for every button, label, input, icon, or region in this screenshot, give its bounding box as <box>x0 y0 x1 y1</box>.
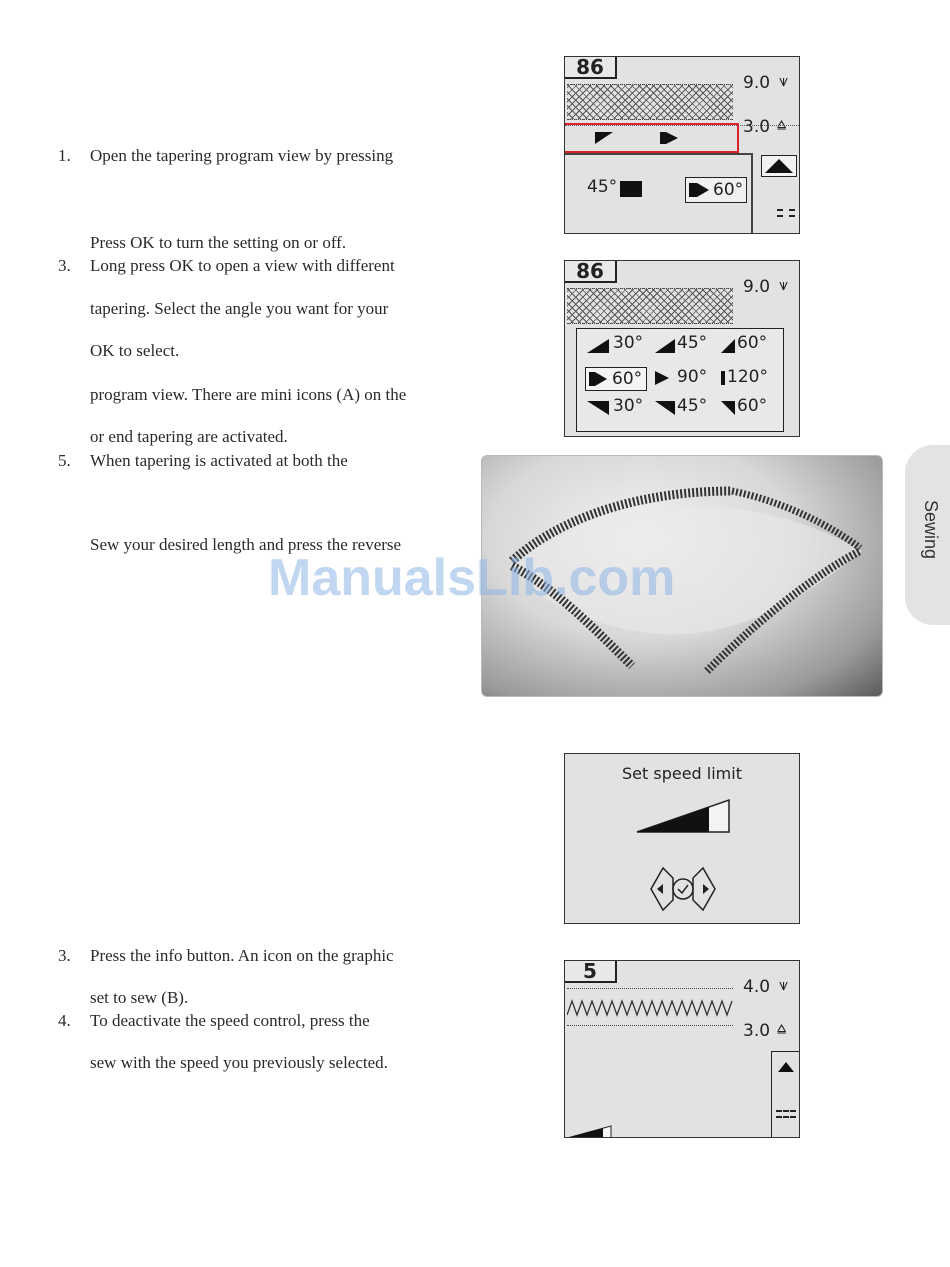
end-angle-selector <box>685 177 747 203</box>
angle-120-icon[interactable] <box>721 371 725 385</box>
angle-60-end-icon[interactable] <box>721 401 735 415</box>
angle-option[interactable]: 90° <box>677 367 708 387</box>
program-number: 5 <box>565 961 617 983</box>
side-panel <box>771 1051 800 1138</box>
speed-active-screen <box>564 960 800 1138</box>
end-angle-value: 60° <box>713 180 744 200</box>
stitch-preview <box>567 288 733 324</box>
angle-option[interactable]: 30° <box>613 333 644 353</box>
highlight-box <box>564 123 739 153</box>
angle-option[interactable]: 45° <box>677 333 708 353</box>
angle-45-start-icon[interactable] <box>655 339 675 353</box>
step-number: 3. <box>58 256 71 275</box>
program-number: 86 <box>565 57 617 79</box>
length-icon: ⩠ <box>777 1019 787 1037</box>
zigzag-stitch-preview <box>567 988 733 1026</box>
chapter-tab-label: Sewing <box>921 500 941 560</box>
width-icon: ⩛ <box>779 71 789 90</box>
step-text: sew with the speed you previously selected. <box>90 1053 388 1072</box>
angle-option[interactable]: 45° <box>677 396 708 416</box>
start-angle-value: 45° <box>587 177 618 197</box>
step-text: Open the tapering program view by pressing <box>90 146 394 165</box>
selected-angle-option[interactable] <box>585 367 647 391</box>
length-icon: ⩠ <box>777 115 787 133</box>
angle-30-start-icon[interactable] <box>587 339 609 353</box>
angle-90-icon[interactable] <box>655 371 669 385</box>
step-number: 1. <box>58 146 71 165</box>
step-text: Press OK to turn the setting on or off. <box>90 233 347 252</box>
step-text: OK to select. <box>90 341 180 360</box>
step-number: 5. <box>58 451 71 470</box>
step-number: 3. <box>58 946 71 965</box>
speed-level-icon <box>635 798 731 834</box>
stitch-preview <box>567 84 733 120</box>
step-text: Long press OK to open a view with different <box>90 256 395 275</box>
stitch-length-value: 3.0 <box>743 1021 771 1041</box>
program-number: 86 <box>565 261 617 283</box>
step-text: To deactivate the speed control, press the <box>90 1011 370 1030</box>
step-text: or end tapering are activated. <box>90 427 288 446</box>
angle-60-start-icon[interactable] <box>721 339 735 353</box>
step-number: 4. <box>58 1011 71 1030</box>
speed-limit-mini-icon <box>567 1125 613 1138</box>
stitch-width-value: 9.0 <box>743 73 771 93</box>
speed-limit-screen <box>564 753 800 924</box>
step-text: Press the info button. An icon on the graphic <box>90 946 394 965</box>
angle-option[interactable]: 60° <box>737 333 768 353</box>
selected-angle-value: 60° <box>612 369 643 389</box>
step-text: tapering. Select the angle you want for your <box>90 299 389 318</box>
angle-45-end-icon[interactable] <box>655 401 675 415</box>
angle-option[interactable]: 60° <box>737 396 768 416</box>
watermark: ManualsLib.com <box>268 549 676 607</box>
stitch-width-value: 4.0 <box>743 977 771 997</box>
angle-popup <box>576 328 784 432</box>
step-text: set to sew (B). <box>90 988 189 1007</box>
mirror-icon <box>761 155 797 177</box>
tapering-angle-screen <box>564 260 800 437</box>
angle-option[interactable]: 30° <box>613 396 644 416</box>
tapering-program-screen <box>564 56 800 234</box>
angle-option[interactable]: 120° <box>727 367 768 387</box>
width-icon: ⩛ <box>779 275 789 294</box>
stitch-length-value: 3.0 <box>743 117 771 137</box>
angle-30-end-icon[interactable] <box>587 401 609 415</box>
start-taper-icon <box>620 181 642 197</box>
step-text: Sew your desired length and press the reverse <box>90 535 402 554</box>
arrows-ok-icon <box>649 866 717 912</box>
menu-icon <box>777 209 795 217</box>
step-text: When tapering is activated at both the <box>90 451 348 470</box>
step-text: program view. There are mini icons (A) on the <box>90 385 407 404</box>
width-icon: ⩛ <box>779 975 789 994</box>
speed-limit-title: Set speed limit <box>622 764 742 783</box>
stitch-width-value: 9.0 <box>743 277 771 297</box>
